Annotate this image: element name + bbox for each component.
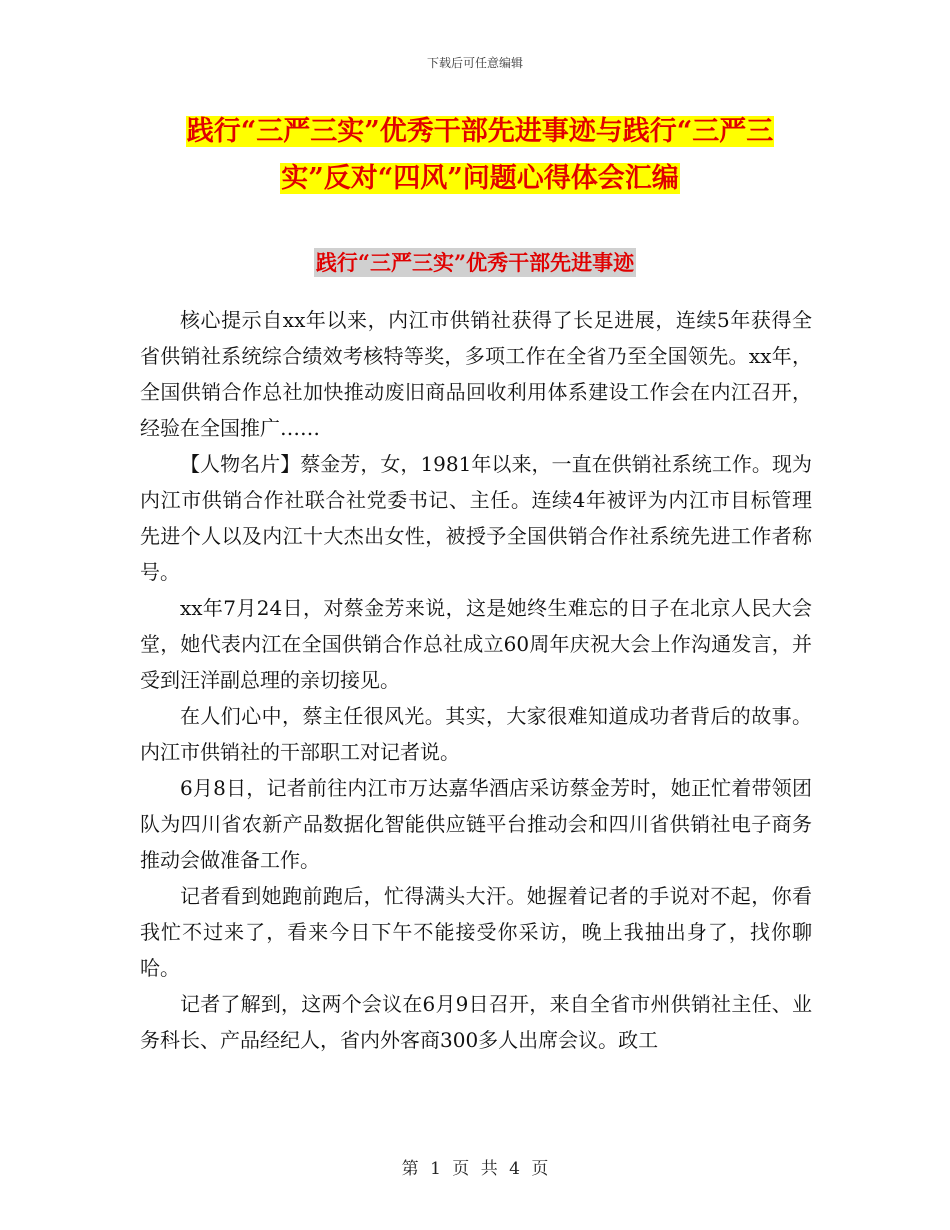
- title-line-1-text: 践行“三严三实”优秀干部先进事迹与践行“三严三: [186, 116, 774, 147]
- title-line-2: [140, 155, 820, 202]
- paragraph-5: 6月8日，记者前往内江市万达嘉华酒店采访蔡金芳时，她正忙着带领团队为四川省农新产品数据化智能供应链平台推动会和四川省供销社电子商务推动会做准备工作。: [140, 776, 812, 872]
- paragraph-6: 记者看到她跑前跑后，忙得满头大汗。她握着记者的手说对不起，你看我忙不过来了，看来今日下午不能接受你采访，晚上我抽出身了，找你聊哈。: [140, 884, 812, 980]
- title-line-1: [140, 108, 820, 155]
- title-line-2-text: 实”反对“四风”问题心得体会汇编: [281, 163, 679, 194]
- paragraph-4: 在人们心中，蔡主任很风光。其实，大家很难知道成功者背后的故事。内江市供销社的干部职工对记者说。: [140, 704, 812, 764]
- paragraph-1: 核心提示自xx年以来，内江市供销社获得了长足进展，连续5年获得全省供销社系统综合绩效考核特等奖，多项工作在全省乃至全国领先。xx年，全国供销合作总社加快推动废旧商品回收利用体系建设工作会在内江召开，经验在全国推广……: [140, 308, 812, 440]
- page-header-note: 下载后可任意编辑: [426, 56, 523, 70]
- section-heading: [140, 246, 810, 280]
- paragraph-7: 记者了解到，这两个会议在6月9日召开，来自全省市州供销社主任、业务科长、产品经纪人，省内外客商300多人出席会议。政工: [140, 992, 812, 1052]
- paragraph-2: 【人物名片】蔡金芳，女，1981年以来，一直在供销社系统工作。现为内江市供销合作社联合社党委书记、主任。连续4年被评为内江市目标管理先进个人以及内江十大杰出女性，被授予全国供销合作社系统先进工作者称号。: [140, 452, 812, 584]
- section-heading-text: 践行“三严三实”优秀干部先进事迹: [315, 250, 635, 275]
- paragraph-3: xx年7月24日，对蔡金芳来说，这是她终生难忘的日子在北京人民大会堂，她代表内江在全国供销合作总社成立60周年庆祝大会上作沟通发言，并受到汪洋副总理的亲切接见。: [140, 596, 812, 692]
- page-footer-number: 第 1 页 共 4 页: [401, 1159, 549, 1179]
- body-text: [140, 302, 812, 1058]
- document-title: [140, 108, 820, 202]
